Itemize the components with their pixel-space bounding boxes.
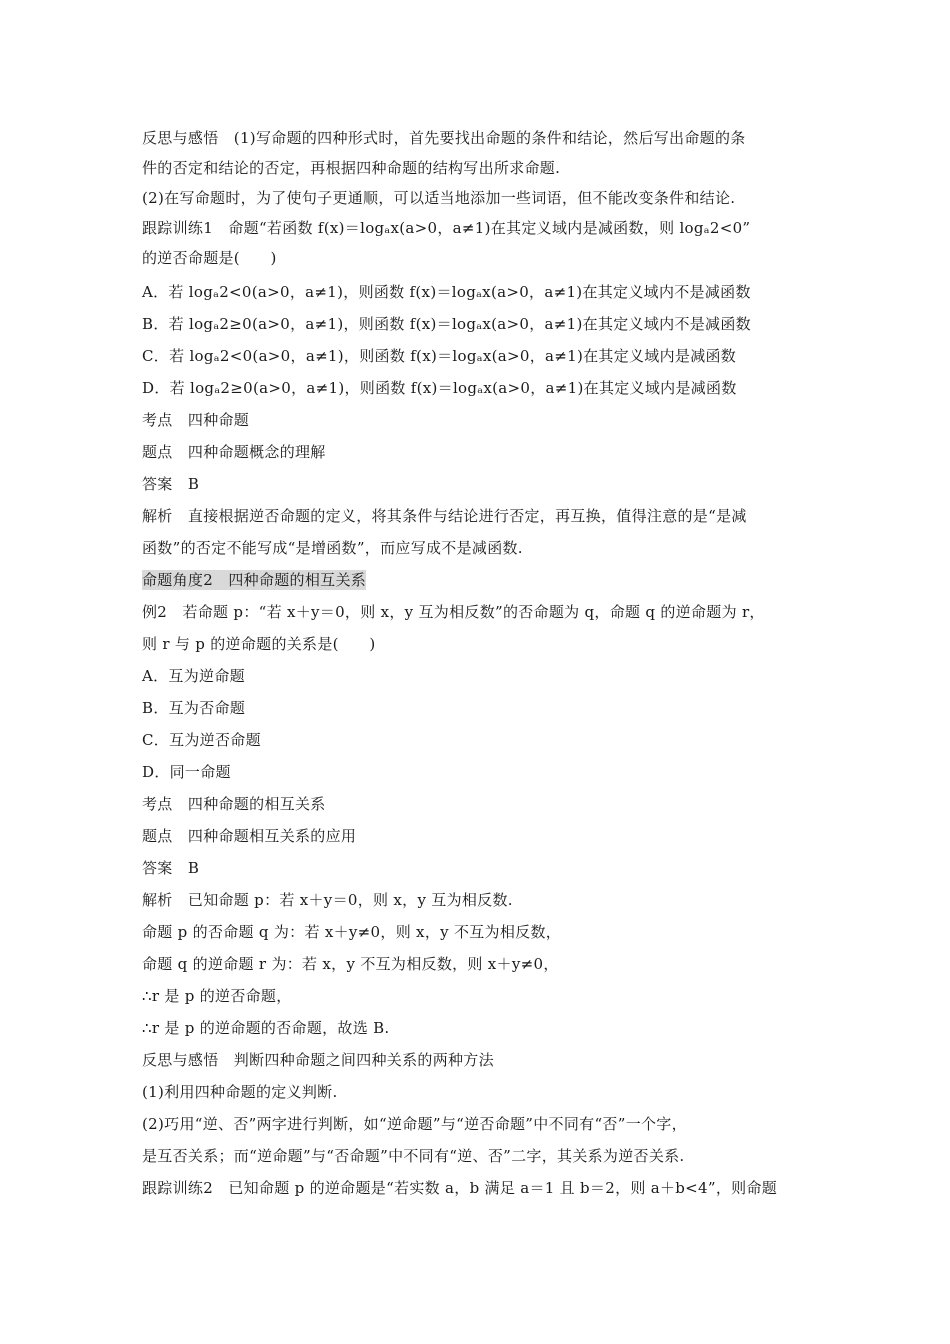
text-line: ∴r 是 p 的逆命题的否命题，故选 B. <box>142 1019 390 1037</box>
text-line: (2)在写命题时，为了使句子更通顺，可以适当地添加一些词语，但不能改变条件和结论. <box>142 189 736 207</box>
text-line: 题点 四种命题相互关系的应用 <box>142 827 357 845</box>
text-line: 跟踪训练1 命题“若函数 f(x)＝logₐx(a>0，a≠1)在其定义域内是减函数，则 logₐ2<0” <box>142 219 751 237</box>
text-line: 函数”的否定不能写成“是增函数”，而应写成不是减函数. <box>142 539 523 557</box>
answer-line: 答案 B <box>142 475 200 493</box>
option-d: D．同一命题 <box>142 763 231 781</box>
text-line: ∴r 是 p 的逆否命题， <box>142 987 292 1005</box>
option-a: A．互为逆命题 <box>142 667 245 685</box>
text-line: 考点 四种命题 <box>142 411 250 429</box>
text-line: 考点 四种命题的相互关系 <box>142 795 326 813</box>
answer-line: 答案 B <box>142 859 200 877</box>
option-a: A．若 logₐ2<0(a>0，a≠1)，则函数 f(x)＝logₐx(a>0，a≠1)在其定义域内不是减函数 <box>142 283 751 301</box>
text-line: 是互否关系；而“逆命题”与“否命题”中不同有“逆、否”二字，其关系为逆否关系. <box>142 1147 685 1165</box>
text-line: (1)利用四种命题的定义判断. <box>142 1083 338 1101</box>
text-line: 解析 已知命题 p：若 x＋y＝0，则 x，y 互为相反数. <box>142 891 513 909</box>
option-c: C．若 logₐ2<0(a>0，a≠1)，则函数 f(x)＝logₐx(a>0，a≠1)在其定义域内是减函数 <box>142 347 737 365</box>
text-line: 例2 若命题 p：“若 x＋y＝0，则 x，y 互为相反数”的否命题为 q，命题 q 的逆命题为 r， <box>142 603 765 621</box>
text-line: 件的否定和结论的否定，再根据四种命题的结构写出所求命题. <box>142 159 561 177</box>
text-line: 命题 q 的逆命题 r 为：若 x，y 不互为相反数，则 x＋y≠0， <box>142 955 559 973</box>
text-line: 解析 直接根据逆否命题的定义，将其条件与结论进行否定，再互换，值得注意的是“是减 <box>142 507 747 525</box>
text-line: (2)巧用“逆、否”两字进行判断，如“逆命题”与“逆否命题”中不同有“否”一个字， <box>142 1115 687 1133</box>
text-line: 反思与感悟 (1)写命题的四种形式时，首先要找出命题的条件和结论，然后写出命题的条 <box>142 129 746 147</box>
option-d: D．若 logₐ2≥0(a>0，a≠1)，则函数 f(x)＝logₐx(a>0，a≠1)在其定义域内是减函数 <box>142 379 737 397</box>
option-b: B．互为否命题 <box>142 699 246 717</box>
section-heading: 命题角度2 四种命题的相互关系 <box>142 571 367 589</box>
text-line: 跟踪训练2 已知命题 p 的逆命题是“若实数 a，b 满足 a＝1 且 b＝2，则 a＋b<4”，则命题 <box>142 1179 778 1197</box>
text-line: 命题 p 的否命题 q 为：若 x＋y≠0，则 x，y 不互为相反数， <box>142 923 562 941</box>
text-line: 则 r 与 p 的逆命题的关系是( ) <box>142 635 376 653</box>
text-line: 题点 四种命题概念的理解 <box>142 443 326 461</box>
option-c: C．互为逆否命题 <box>142 731 261 749</box>
option-b: B．若 logₐ2≥0(a>0，a≠1)，则函数 f(x)＝logₐx(a>0，a≠1)在其定义域内不是减函数 <box>142 315 751 333</box>
text-line: 的逆否命题是( ) <box>142 249 277 267</box>
text-line: 反思与感悟 判断四种命题之间四种关系的两种方法 <box>142 1051 494 1069</box>
